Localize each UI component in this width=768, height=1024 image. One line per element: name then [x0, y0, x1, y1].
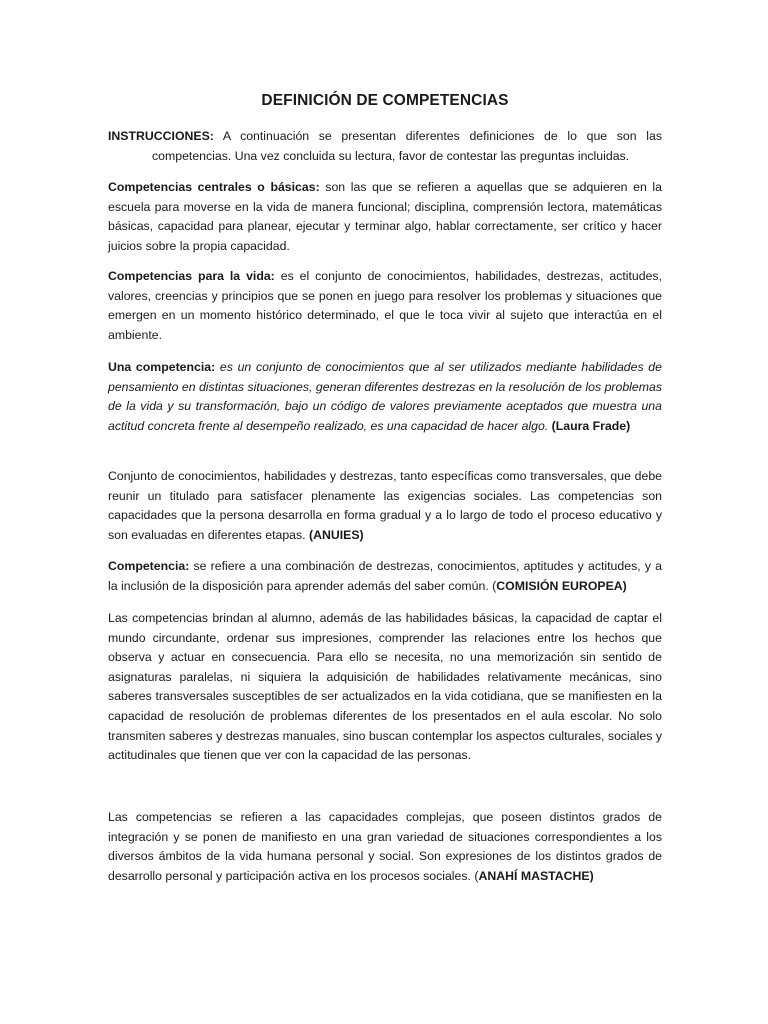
paragraph-source: COMISIÓN EUROPEA): [496, 578, 627, 593]
document-title: DEFINICIÓN DE COMPETENCIAS: [261, 92, 509, 109]
paragraph-habilidades: [108, 609, 662, 766]
paragraph-source: (ANUIES): [309, 527, 364, 542]
instructions-text: A continuación se presentan diferentes definiciones de lo que son las competencias. Una vez concluida su lectura, favor de contestar las preguntas incluidas.: [152, 129, 662, 163]
paragraph-lead: Una competencia:: [108, 360, 216, 374]
paragraph-lead: Competencia:: [108, 559, 190, 573]
paragraph-text: es el conjunto de conocimientos, habilidades, destrezas, actitudes, valores, creencias y principios que se ponen en juego para resolver los problemas y situaciones que emergen en un momento histórico determinado, el que le toca vivir al sujeto que interactúa en el ambiente.: [108, 269, 662, 342]
paragraph-comision-europea: [108, 557, 662, 596]
instructions-paragraph: [108, 127, 662, 166]
paragraph-text: se refiere a una combinación de destrezas, conocimientos, aptitudes y actitudes, y a la inclusión de la disposición para aprender además del saber común. (: [108, 559, 662, 593]
paragraph-text: son las que se refieren a aquellas que se adquieren en la escuela para moverse en la vida de manera funcional; disciplina, comprensión lectora, matemáticas básicas, capacidad para planear, ejecutar y terminar algo, hablar correctamente, ser crítico y hacer juicios sobre la propia capacidad.: [108, 180, 662, 253]
paragraph-competencias-vida: [108, 267, 662, 345]
paragraph-source: (Laura Frade): [548, 418, 631, 433]
paragraph-lead: Competencias centrales o básicas:: [108, 180, 320, 194]
paragraph-text: Las competencias brindan al alumno, además de las habilidades básicas, la capacidad de captar el mundo circundante, ordenar sus impresiones, comprender las relaciones entre los hechos que observa y actuar en consecuencia. Para ello se necesita, no una memorización sin sentido de asignaturas paralelas, ni siquiera la adquisición de habilidades relativamente mecánicas, sino saberes transversales susceptibles de ser actualizados en la vida cotidiana, que se manifiesten en la capacidad de resolución de problemas diferentes de los presentados en el aula escolar. No solo transmiten saberes y destrezas manuales, sino buscan contemplar los aspectos culturales, sociales y actitudinales que tienen que ver con la capacidad de las personas.: [108, 611, 662, 763]
paragraph-source: ANAHÍ MASTACHE): [478, 868, 594, 883]
paragraph-lead: Competencias para la vida:: [108, 269, 275, 283]
paragraph-competencias-basicas: [108, 178, 662, 256]
paragraph-mastache: [108, 808, 662, 886]
paragraph-anuies: [108, 467, 662, 545]
instructions-label: INSTRUCCIONES:: [108, 129, 214, 143]
paragraph-text: Las competencias se refieren a las capacidades complejas, que poseen distintos grados de integración y se ponen de manifiesto en una gran variedad de situaciones correspondientes a los diversos ámbitos de la vida humana personal y social. Son expresiones de los distintos grados de desarrollo personal y participación activa en los procesos sociales. (: [108, 810, 662, 883]
paragraph-text: Conjunto de conocimientos, habilidades y destrezas, tanto específicas como transversales, que debe reunir un titulado para satisfacer plenamente las exigencias sociales. Las competencias son capacidades que la persona desarrolla en forma gradual y a lo largo de todo el proceso educativo y son evaluadas en diferentes etapas.: [108, 469, 662, 542]
paragraph-italic-text: es un conjunto de conocimientos que al ser utilizados mediante habilidades de pensamiento en distintas situaciones, generan diferentes destrezas en la resolución de los problemas de la vida y su transformación, bajo un código de valores previamente aceptados que muestra una actitud concreta frente al desempeño realizado, es una capacidad de hacer algo.: [108, 360, 662, 433]
paragraph-una-competencia: [108, 358, 662, 436]
